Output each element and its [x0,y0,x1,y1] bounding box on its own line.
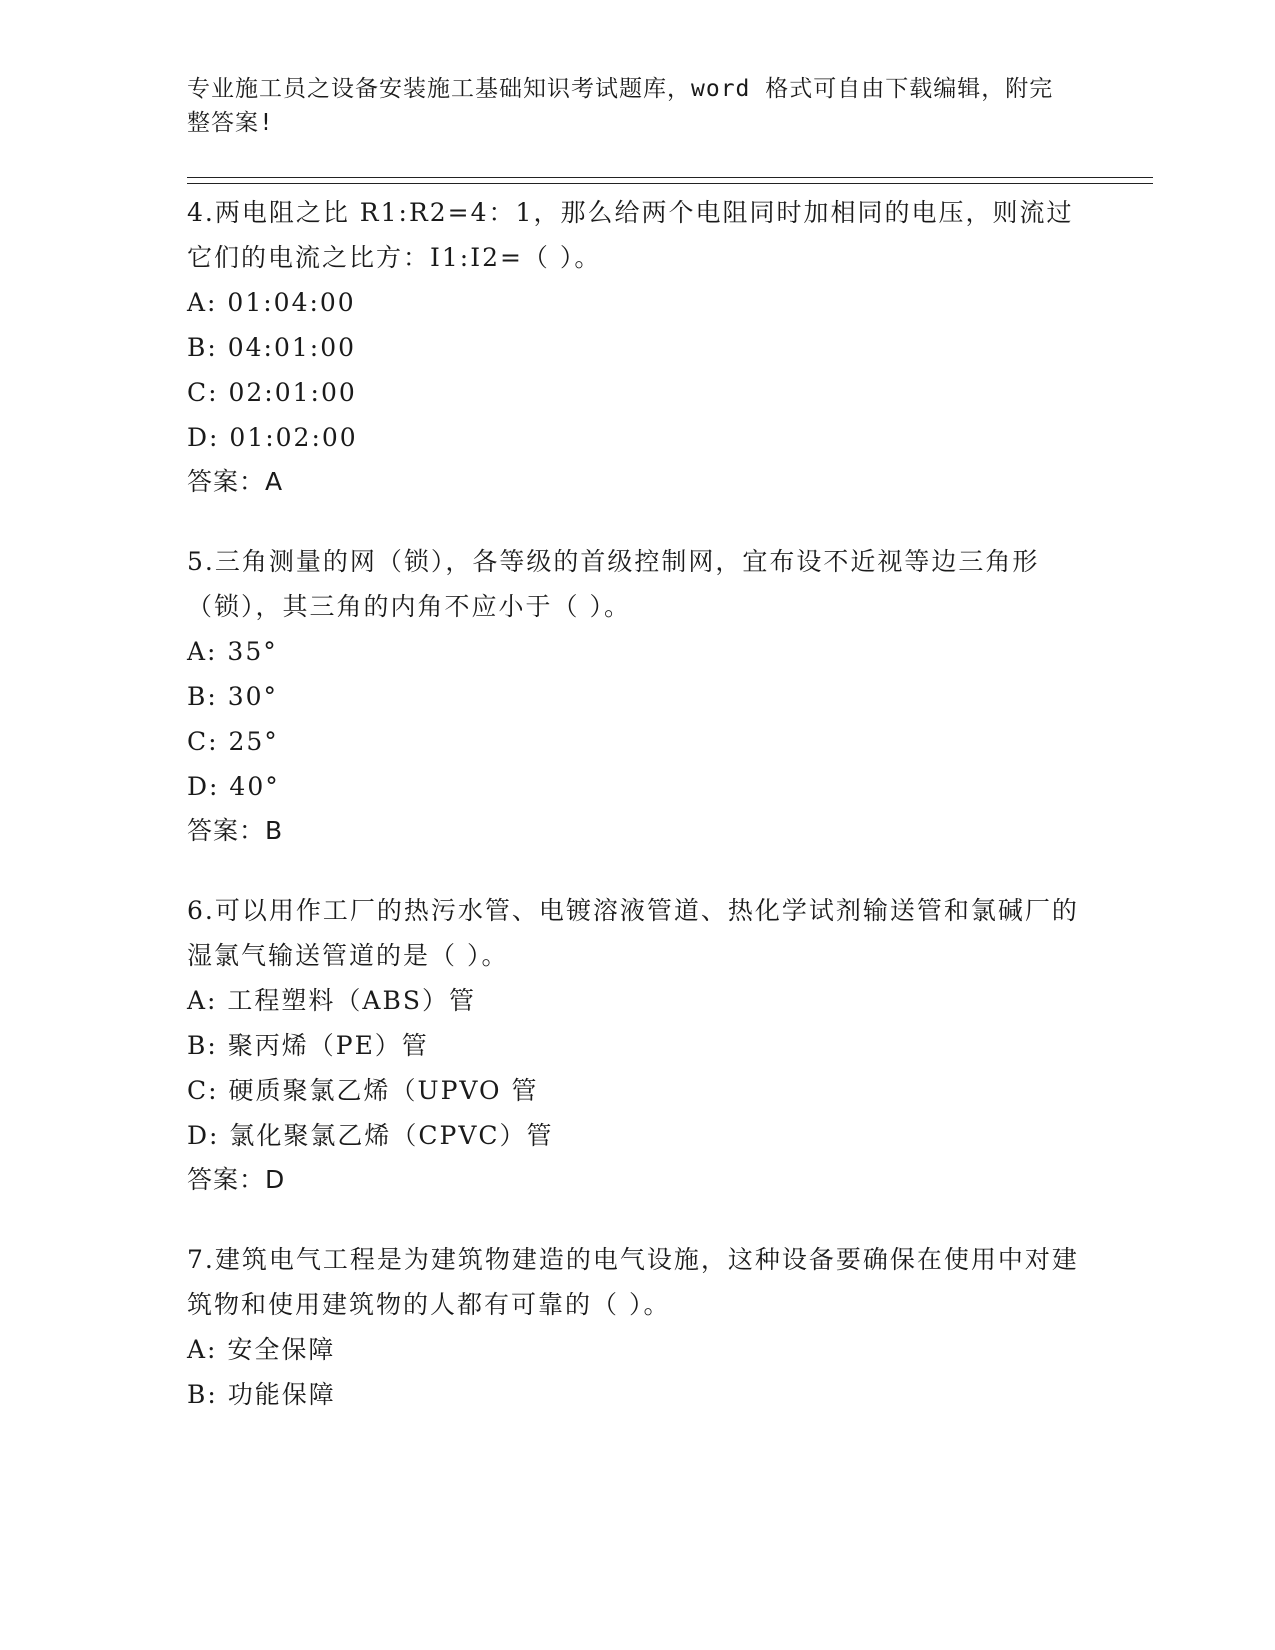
option-c: C: 硬质聚氯乙烯（UPVO 管 [187,1076,539,1105]
option-c: C: 02:01:00 [187,378,357,407]
option-a: A: 安全保障 [187,1335,336,1364]
question-text: 5.三角测量的网（锁），各等级的首级控制网，宜布设不近视等边三角形（锁），其三角的内角不应小于（ ）。 [187,547,1040,621]
option-c: C: 25° [187,727,279,756]
question-6 [187,888,1087,1202]
option-b: B: 30° [187,682,279,711]
document-header: 专业施工员之设备安装施工基础知识考试题库，word 格式可自由下载编辑，附完整答案! [187,76,1054,136]
option-d: D: 氯化聚氯乙烯（CPVC）管 [187,1121,554,1150]
header-divider-top [187,177,1153,178]
header-divider-bottom [187,183,1153,184]
question-7 [187,1237,1087,1417]
option-d: D: 01:02:00 [187,423,358,452]
option-b: B: 04:01:00 [187,333,357,362]
option-d: D: 40° [187,772,280,801]
answer-label: 答案：A [187,467,284,496]
question-text: 7.建筑电气工程是为建筑物建造的电气设施，这种设备要确保在使用中对建筑物和使用建筑物的人都有可靠的（ ）。 [187,1245,1079,1319]
question-5 [187,539,1087,853]
option-a: A: 01:04:00 [187,288,356,317]
question-4 [187,190,1087,504]
option-a: A: 工程塑料（ABS）管 [187,986,476,1015]
answer-label: 答案：B [187,816,284,845]
option-a: A: 35° [187,637,278,666]
option-b: B: 聚丙烯（PE）管 [187,1031,429,1060]
question-text: 4.两电阻之比 R1:R2=4：1，那么给两个电阻同时加相同的电压，则流过它们的电流之比方：I1:I2=（ ）。 [187,198,1074,272]
answer-label: 答案：D [187,1165,286,1194]
question-list [187,190,1087,1452]
question-text: 6.可以用作工厂的热污水管、电镀溶液管道、热化学试剂输送管和氯碱厂的湿氯气输送管道的是（ ）。 [187,896,1079,970]
option-b: B: 功能保障 [187,1380,336,1409]
